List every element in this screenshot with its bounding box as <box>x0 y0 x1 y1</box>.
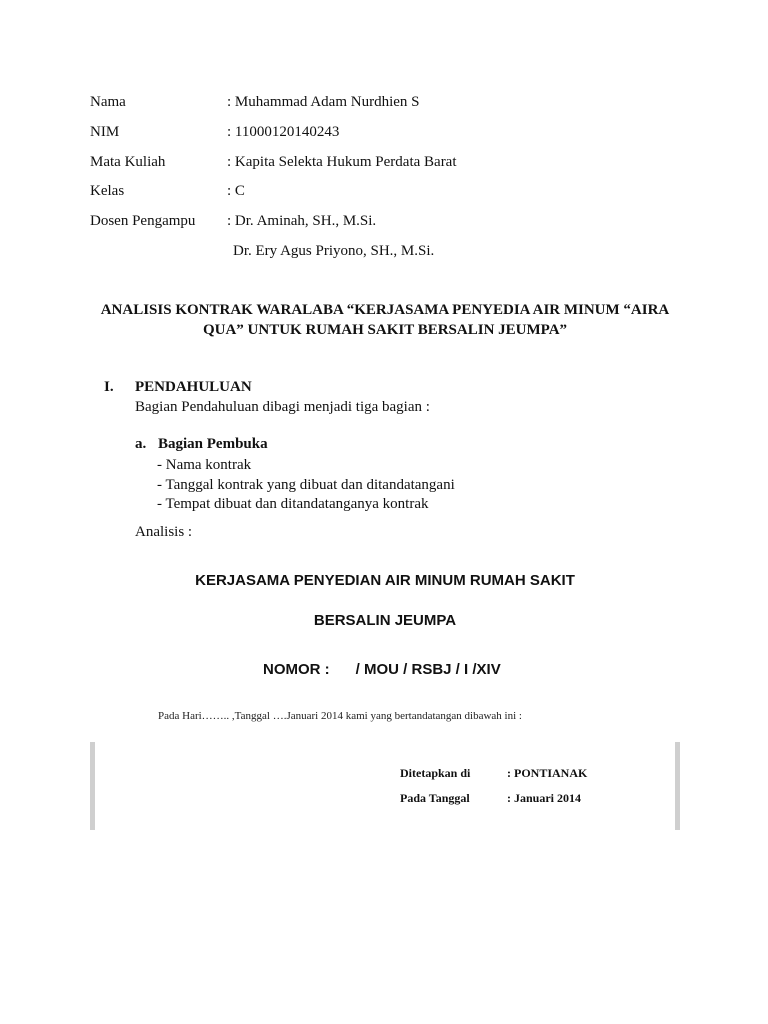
info-value: Dr. Ery Agus Priyono, SH., M.Si. <box>233 243 435 259</box>
list-item: - Nama kontrak <box>157 457 252 473</box>
info-label: Dosen Pengampu <box>90 213 196 229</box>
contract-number <box>263 661 501 678</box>
section-heading: PENDAHULUAN <box>135 379 252 395</box>
title-line: QUA” UNTUK RUMAH SAKIT BERSALIN JEUMPA” <box>202 322 568 338</box>
tanggal-value: : Januari 2014 <box>507 791 582 805</box>
subsection-heading: Bagian Pembuka <box>158 436 268 452</box>
info-label: Nama <box>90 94 126 110</box>
bullet-list <box>157 456 455 515</box>
document-title <box>90 300 680 340</box>
section-intro: Bagian Pendahuluan dibagi menjadi tiga bagian : <box>135 399 430 415</box>
info-label: Mata Kuliah <box>90 154 166 170</box>
contract-title-line: KERJASAMA PENYEDIAN AIR MINUM RUMAH SAKIT <box>195 572 575 589</box>
subsection-label: a. <box>135 436 147 452</box>
ditetapkan-label: Ditetapkan di <box>400 766 471 780</box>
info-value: : Kapita Selekta Hukum Perdata Barat <box>227 154 457 170</box>
info-value: : Dr. Aminah, SH., M.Si. <box>227 213 377 229</box>
ditetapkan-value: : PONTIANAK <box>507 766 588 780</box>
info-value: : 11000120140243 <box>227 124 340 140</box>
contract-intro: Pada Hari…….. ,Tanggal ….Januari 2014 kami yang bertandatangan dibawah ini : <box>158 710 522 722</box>
info-label: NIM <box>90 124 120 140</box>
contract-title-line: BERSALIN JEUMPA <box>313 612 457 629</box>
list-item: - Tempat dibuat dan ditandatanganya kontrak <box>157 496 429 512</box>
title-line: ANALISIS KONTRAK WARALABA “KERJASAMA PENYEDIA AIR MINUM “AIRA <box>100 302 670 318</box>
analisis-label: Analisis : <box>135 524 193 540</box>
info-value: : Muhammad Adam Nurdhien S <box>227 94 420 110</box>
info-value: : C <box>227 183 245 199</box>
info-label: Kelas <box>90 183 125 199</box>
nomor-value: / MOU / RSBJ / I /XIV <box>355 661 501 678</box>
list-item: - Tanggal kontrak yang dibuat dan ditandatangani <box>157 476 455 493</box>
section-number: I. <box>104 379 114 395</box>
nomor-label: NOMOR : <box>263 661 330 678</box>
contract-box <box>90 742 680 830</box>
tanggal-label: Pada Tanggal <box>400 791 470 805</box>
